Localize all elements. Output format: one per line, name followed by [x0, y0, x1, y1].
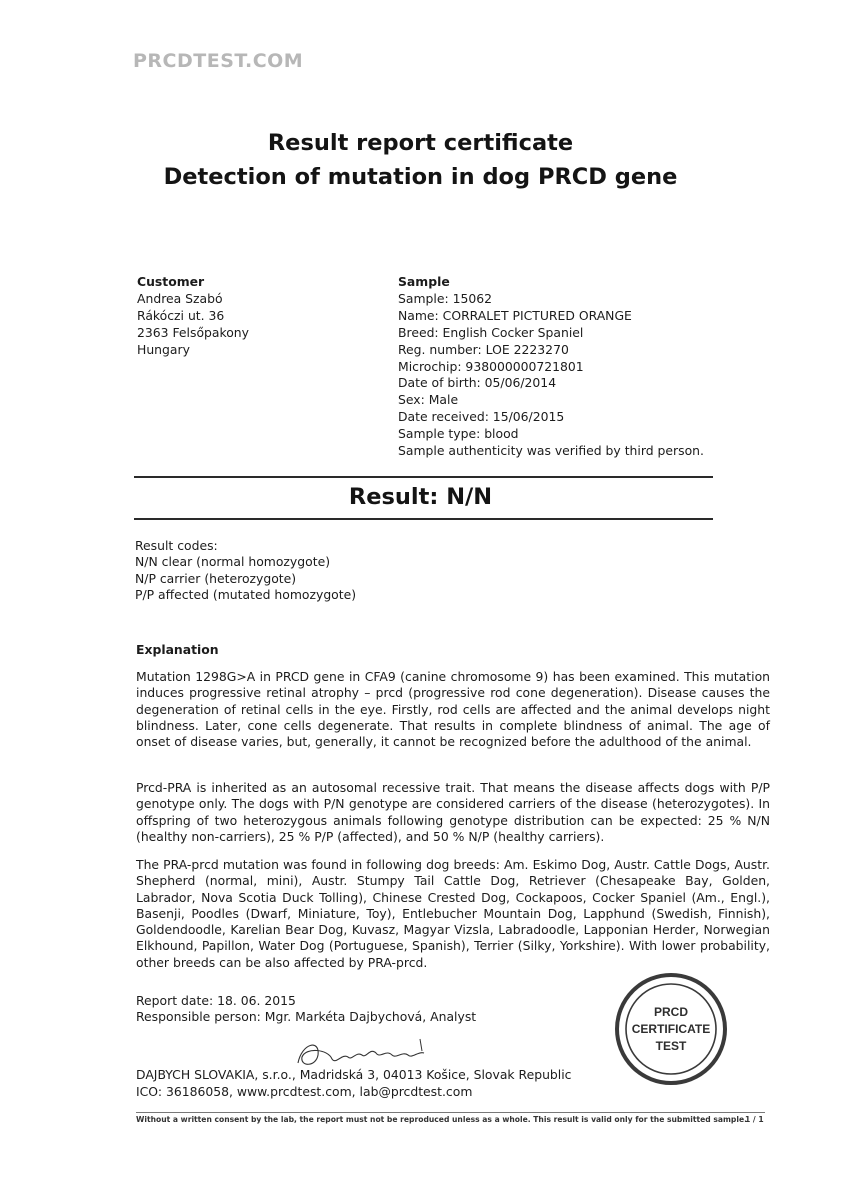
- sample-reg-number: Reg. number: LOE 2223270: [398, 341, 569, 357]
- explanation-paragraph: The PRA-prcd mutation was found in following dog breeds: Am. Eskimo Dog, Austr. Cattle Dogs, Austr. Shepherd (normal, mini), Austr. Stumpy Tail Cattle Dog, Retriever (Chesapeake Bay, Golden, Labrador, Nova Scotia Duck Tolling), Chinese Crested Dog, Cockapoos, Cocker Spaniel (Am., Engl.), Basenji, Poodles (Dwarf, Miniature, Toy), Entlebucher Mountain Dog, Lapphund (Swedish, Finnish), Goldendoodle, Karelian Bear Dog, Kuvasz, Magyar Vizsla, Labradoodle, Lapponian Herder, Norwegian Elkhound, Papillon, Water Dog (Portuguese, Spanish), Terrier (Silky, Yorkshire). With lower probability, other breeds can be also affected by PRA-prcd.: [136, 857, 770, 970]
- certificate-stamp: [614, 972, 728, 1086]
- result-codes: [135, 538, 356, 603]
- report-date: Report date: 18. 06. 2015: [136, 993, 296, 1008]
- result-code-item: P/P affected (mutated homozygote): [135, 586, 357, 602]
- sample-microchip: Microchip: 938000000721801: [398, 358, 584, 374]
- company-contacts: ICO: 36186058, www.prcdtest.com, lab@prcdtest.com: [136, 1083, 473, 1099]
- sample-authenticity: Sample authenticity was verified by third person.: [398, 443, 704, 459]
- company-address: DAJBYCH SLOVAKIA, s.r.o., Madridská 3, 04013 Košice, Slovak Republic: [136, 1067, 572, 1082]
- sample-sex: Sex: Male: [398, 392, 459, 408]
- sample-date-received: Date received: 15/06/2015: [398, 409, 565, 425]
- customer-heading: Customer: [137, 274, 205, 289]
- customer-city: 2363 Felsőpakony: [137, 324, 249, 340]
- stamp-line-1: PRCD: [653, 1005, 689, 1019]
- customer-street: Rákóczi ut. 36: [137, 307, 225, 323]
- customer-country: Hungary: [137, 341, 190, 357]
- sample-date-of-birth: Date of birth: 05/06/2014: [398, 375, 557, 391]
- result-value: Result: N/N: [348, 484, 493, 510]
- page-number: 1 / 1: [745, 1115, 764, 1124]
- sample-type: Sample type: blood: [398, 426, 519, 442]
- explanation-paragraph: Mutation 1298G>A in PRCD gene in CFA9 (canine chromosome 9) has been examined. This mutation induces progressive retinal atrophy – prcd (progressive rod cone degeneration). Disease causes the degeneration of retinal cells in the eye. Firstly, rod cells are affected and the animal develops night blindness. Later, cone cells degenerate. That results in complete blindness of animal. The age of onset of disease varies, but, generally, it cannot be recognized before the adulthood of the animal.: [136, 669, 770, 750]
- result-bottom-rule: [134, 518, 713, 520]
- responsible-person: Responsible person: Mgr. Markéta Dajbychová, Analyst: [136, 1009, 477, 1025]
- report-info: [136, 993, 476, 1026]
- explanation-paragraph: Prcd-PRA is inherited as an autosomal recessive trait. That means the disease affects dogs with P/P genotype only. The dogs with P/N genotype are considered carriers of the disease (heterozygotes). In offspring of two heterozygous animals following genotype distribution can be expected: 25 % N/N (healthy non-carriers), 25 % P/P (affected), and 50 % N/P (healthy carriers).: [136, 780, 770, 844]
- customer-block: [137, 274, 249, 359]
- sample-dog-name: Name: CORRALET PICTURED ORANGE: [398, 307, 632, 323]
- customer-name: Andrea Szabó: [137, 290, 223, 306]
- company-info: [136, 1067, 572, 1101]
- result-codes-heading: Result codes:: [135, 538, 218, 553]
- result-top-rule: [134, 476, 713, 478]
- stamp-line-3: TEST: [655, 1039, 687, 1053]
- footer-rule: [136, 1112, 765, 1113]
- stamp-line-2: CERTIFICATE: [631, 1022, 711, 1036]
- footer-disclaimer: Without a written consent by the lab, the report must not be reproduced unless as a whole. This result is valid only for the submitted sample.: [136, 1115, 747, 1124]
- brand-logo: PRCDTEST.COM: [133, 50, 304, 72]
- explanation-heading: Explanation: [136, 642, 219, 657]
- sample-breed: Breed: English Cocker Spaniel: [398, 324, 584, 340]
- sample-block: [398, 274, 704, 460]
- sample-heading: Sample: [398, 274, 450, 289]
- certificate-subtitle: Detection of mutation in dog PRCD gene: [163, 164, 678, 190]
- sample-number: Sample: 15062: [398, 290, 492, 306]
- result-code-item: N/N clear (normal homozygote): [135, 554, 331, 570]
- certificate-title: Result report certificate: [267, 130, 574, 156]
- result-code-item: N/P carrier (heterozygote): [135, 570, 297, 586]
